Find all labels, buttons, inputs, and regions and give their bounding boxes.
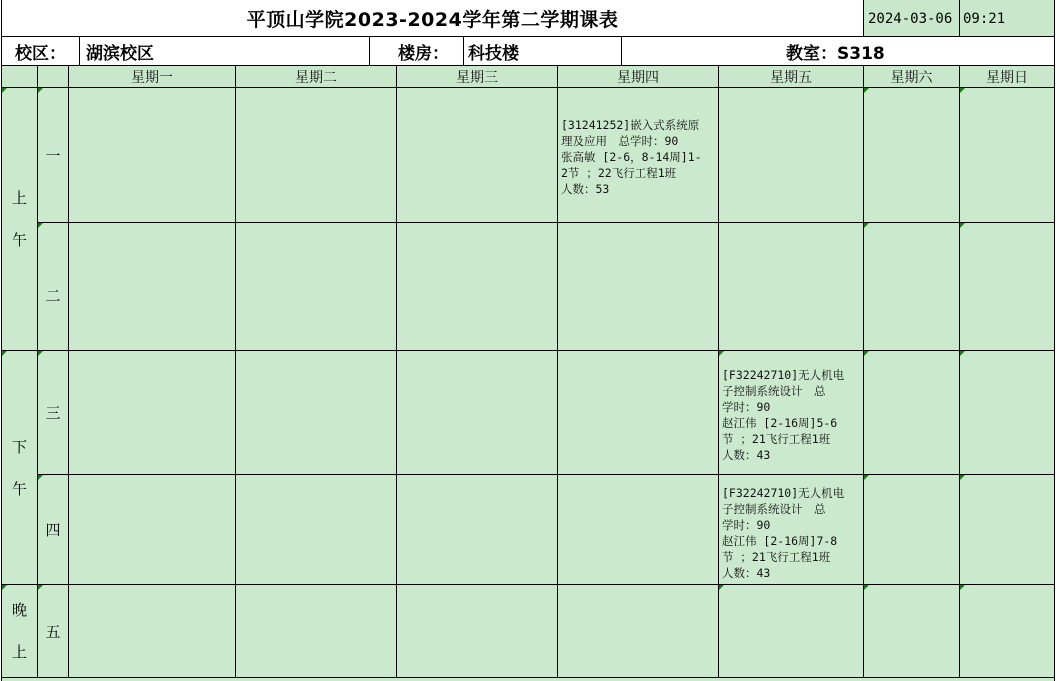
day-header: 星期四	[558, 66, 718, 87]
course-teacher: 赵江伟 [2-16周]5-6	[722, 416, 838, 430]
day-header: 星期六	[864, 66, 959, 87]
course-hours: 理及应用 总学时：90	[561, 134, 679, 148]
print-time: 09:21	[960, 0, 1054, 37]
page-title: 平顶山学院2023-2024学年第二学期课表	[246, 9, 619, 31]
session-char: 下	[11, 437, 27, 456]
session-char: 晚	[11, 601, 27, 619]
course-title-cont: 子控制系统设计 总	[722, 502, 826, 516]
building-label: 楼房：	[398, 43, 449, 64]
period-number: 二	[45, 287, 61, 305]
day-header: 星期三	[397, 66, 557, 87]
course-teacher: 赵江伟 [2-16周]7-8	[722, 534, 838, 548]
course-code-name: [F32242710]无人机电	[722, 486, 845, 500]
session-char: 上	[11, 643, 27, 661]
room-label: 教室：S318	[786, 43, 885, 64]
print-date: 2024-03-06	[864, 0, 959, 37]
day-header: 星期二	[236, 66, 396, 87]
day-header: 星期一	[69, 66, 235, 87]
session-char: 午	[11, 479, 27, 498]
course-class: 2节 ；22飞行工程1班	[561, 166, 677, 180]
session-char: 午	[11, 231, 27, 249]
period-number: 四	[45, 521, 61, 539]
course-hours: 学时：90	[722, 400, 771, 414]
period-number: 三	[45, 404, 61, 422]
course-headcount: 人数：43	[722, 448, 771, 462]
campus-value: 湖滨校区	[86, 43, 154, 64]
course-code-name: [F32242710]无人机电	[722, 368, 845, 382]
course-title-cont: 子控制系统设计 总	[722, 384, 826, 398]
course-class: 节 ；21飞行工程1班	[722, 550, 831, 564]
day-header: 星期五	[719, 66, 863, 87]
building-value: 科技楼	[468, 43, 519, 64]
course-code-name: [31241252]嵌入式系统原	[561, 118, 700, 132]
session-char: 上	[11, 189, 27, 207]
period-number: 一	[45, 146, 61, 165]
campus-label: 校区：	[15, 43, 66, 64]
course-headcount: 人数：43	[722, 566, 771, 580]
course-class: 节 ；21飞行工程1班	[722, 432, 831, 446]
period-number: 五	[45, 622, 61, 641]
course-hours: 学时：90	[722, 518, 771, 532]
course-headcount: 人数：53	[561, 182, 610, 196]
course-teacher: 张高敏 [2-6，8-14周]1-	[561, 150, 702, 164]
day-header: 星期日	[960, 66, 1054, 87]
